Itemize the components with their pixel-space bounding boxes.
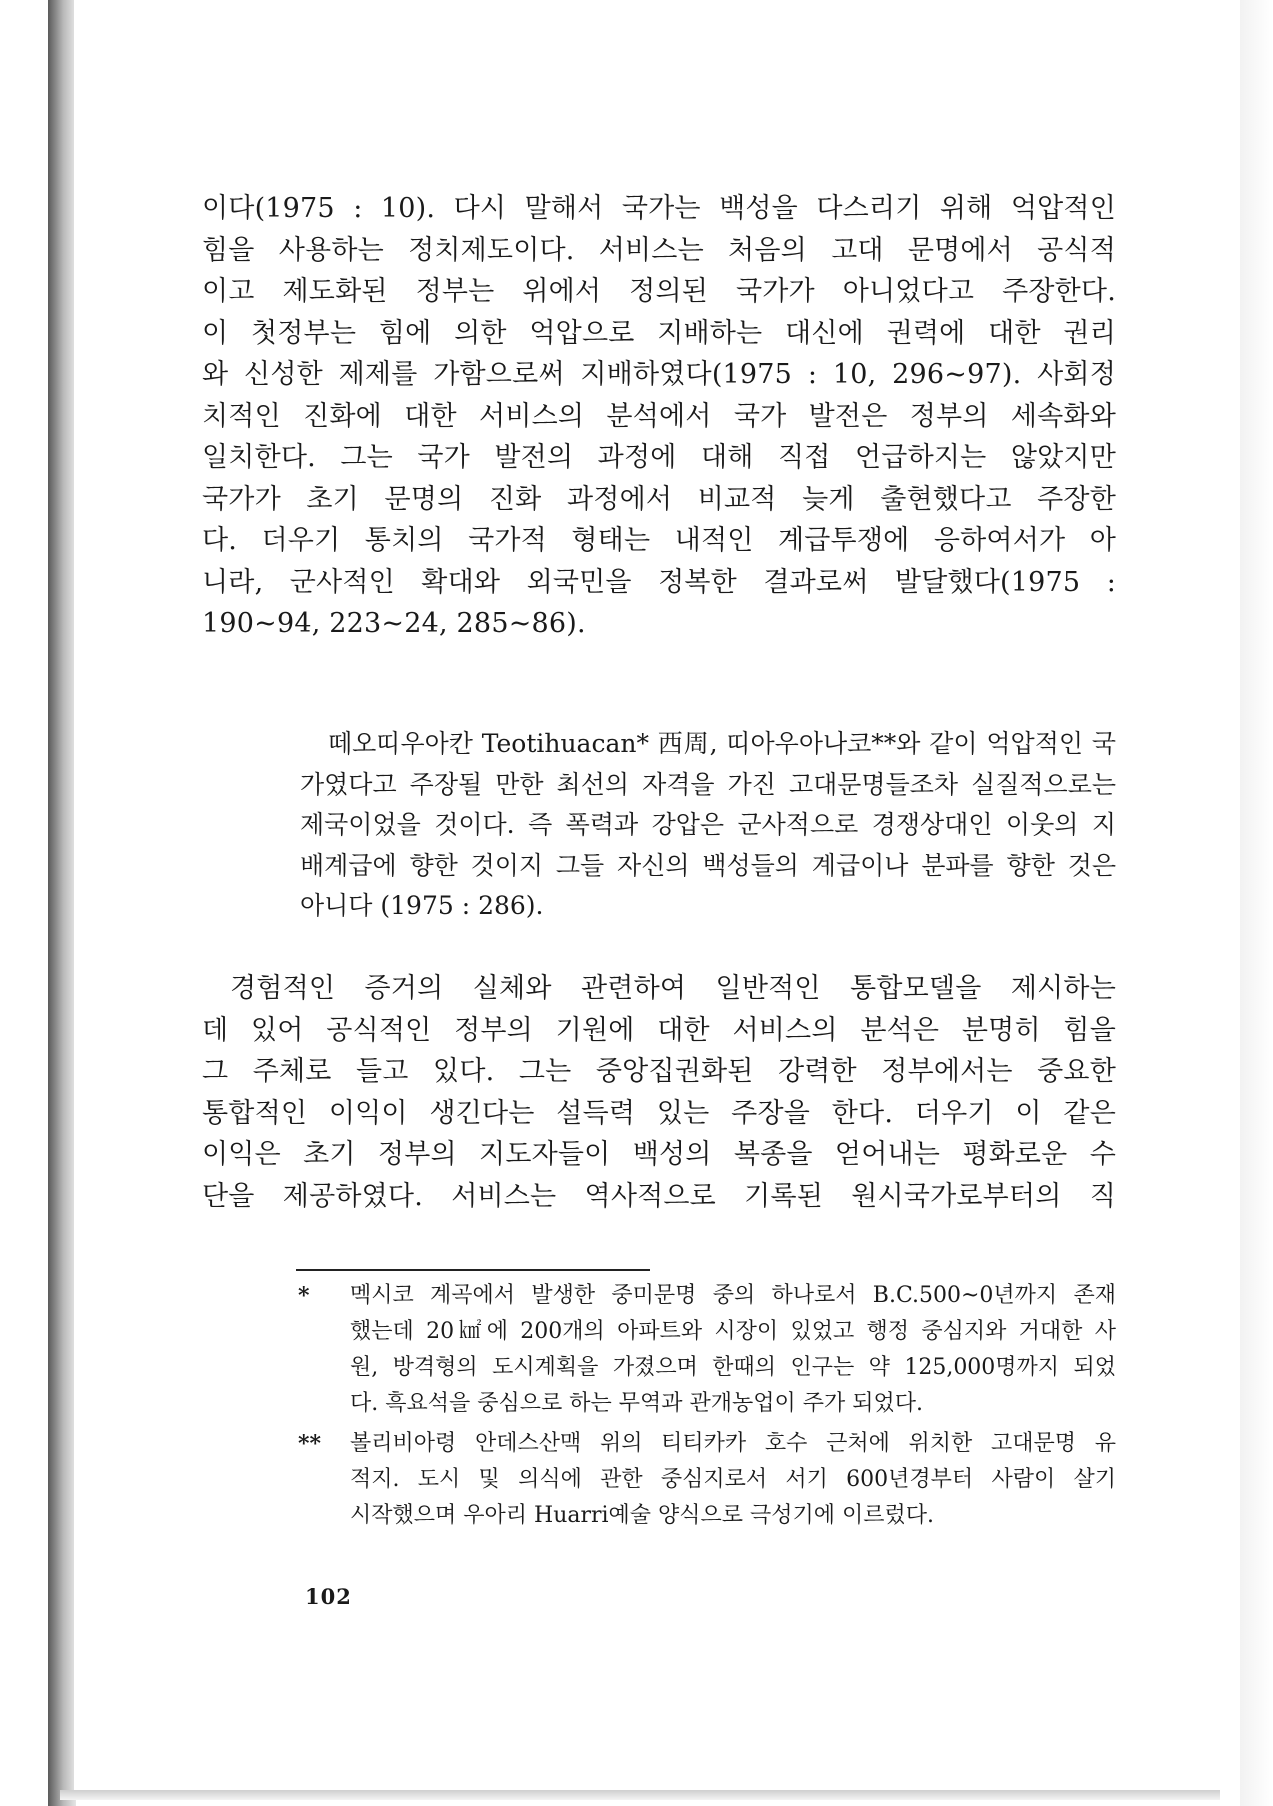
footnote-line: 시작했으며 우아리 Huarri예술 양식으로 극성기에 이르렀다. bbox=[350, 1503, 935, 1528]
text-line: 힘을 사용하는 정치제도이다. 서비스는 처음의 고대 문명에서 공식적 bbox=[202, 234, 1116, 266]
footnote-divider bbox=[296, 1269, 650, 1271]
text-line: 단을 제공하였다. 서비스는 역사적으로 기록된 원시국가로부터의 직 bbox=[202, 1180, 1116, 1212]
text-line: 니라, 군사적인 확대와 외국민을 정복한 결과로써 발달했다(1975 : bbox=[202, 566, 1116, 598]
page-bottom-shadow bbox=[60, 1790, 1220, 1800]
quote-line: 아니다 (1975 : 286). bbox=[300, 891, 544, 920]
paragraph-1 bbox=[202, 188, 1116, 645]
text-line: 이고 제도화된 정부는 위에서 정의된 국가가 아니었다고 주장한다. bbox=[202, 276, 1116, 307]
paragraph-2 bbox=[202, 968, 1116, 1217]
footnote-marker: ** bbox=[298, 1431, 322, 1457]
text-line: 국가가 초기 문명의 진화 과정에서 비교적 늦게 출현했다고 주장한 bbox=[202, 483, 1116, 515]
footnote-line: 멕시코 계곡에서 발생한 중미문명 중의 하나로서 B.C.500~0년까지 존재 bbox=[350, 1283, 1116, 1308]
text-line: 치적인 진화에 대한 서비스의 분석에서 국가 발전은 정부의 세속화와 bbox=[202, 400, 1116, 432]
footnotes bbox=[296, 1278, 1116, 1538]
text-line: 그 주체로 들고 있다. 그는 중앙집권화된 강력한 정부에서는 중요한 bbox=[202, 1056, 1116, 1087]
quote-line: 가였다고 주장될 만한 최선의 자격을 가진 고대문명들조차 실질적으로는 bbox=[300, 769, 1116, 799]
page-edge-shadow bbox=[48, 0, 76, 1806]
text-line: 통합적인 이익이 생긴다는 설득력 있는 주장을 한다. 더우기 이 같은 bbox=[202, 1097, 1116, 1129]
page-right-margin bbox=[1240, 0, 1273, 1806]
text-line: 이 첫정부는 힘에 의한 억압으로 지배하는 대신에 권력에 대한 권리 bbox=[202, 317, 1116, 349]
footnote-line: 적지. 도시 및 의식에 관한 중심지로서 서기 600년경부터 사람이 살기 bbox=[350, 1467, 1116, 1492]
quote-line: 배계급에 향한 것이지 그들 자신의 백성들의 계급이나 분파를 향한 것은 bbox=[300, 850, 1116, 880]
text-line: 이다(1975 : 10). 다시 말해서 국가는 백성을 다스리기 위해 억압적인 bbox=[202, 193, 1116, 224]
text-line: 경험적인 증거의 실체와 관련하여 일반적인 통합모델을 제시하는 bbox=[230, 973, 1116, 1004]
text-line: 190~94, 223~24, 285~86). bbox=[202, 608, 586, 639]
quote-line: 제국이었을 것이다. 즉 폭력과 강압은 군사적으로 경쟁상대인 이웃의 지 bbox=[300, 810, 1116, 839]
text-line: 데 있어 공식적인 정부의 기원에 대한 서비스의 분석은 분명히 힘을 bbox=[202, 1014, 1116, 1046]
footnote-2 bbox=[296, 1426, 1116, 1534]
text-line: 이익은 초기 정부의 지도자들이 백성의 복종을 얻어내는 평화로운 수 bbox=[202, 1139, 1116, 1170]
quote-line: 떼오띠우아칸 Teotihuacan* 西周, 띠아우아나코**와 같이 억압적인 국 bbox=[328, 729, 1116, 758]
footnote-marker: * bbox=[298, 1283, 310, 1309]
footnote-line: 원, 방격형의 도시계획을 가졌으며 한때의 인구는 약 125,000명까지 되었 bbox=[350, 1355, 1116, 1380]
footnote-line: 다. 흑요석을 중심으로 하는 무역과 관개농업이 주가 되었다. bbox=[350, 1391, 923, 1416]
text-line: 다. 더우기 통치의 국가적 형태는 내적인 계급투쟁에 응하여서가 아 bbox=[202, 525, 1116, 556]
footnote-line: 했는데 20㎢에 200개의 아파트와 시장이 있었고 행정 중심지와 거대한 사 bbox=[350, 1319, 1116, 1344]
footnote-1 bbox=[296, 1278, 1116, 1422]
footnote-line: 볼리비아령 안데스산맥 위의 티티카카 호수 근처에 위치한 고대문명 유 bbox=[350, 1431, 1116, 1456]
text-line: 와 신성한 제제를 가함으로써 지배하였다(1975 : 10, 296~97). 사회정 bbox=[202, 359, 1116, 390]
text-line: 일치한다. 그는 국가 발전의 과정에 대해 직접 언급하지는 않았지만 bbox=[202, 442, 1116, 473]
block-quote bbox=[300, 724, 1116, 927]
page-number: 102 bbox=[305, 1584, 352, 1609]
